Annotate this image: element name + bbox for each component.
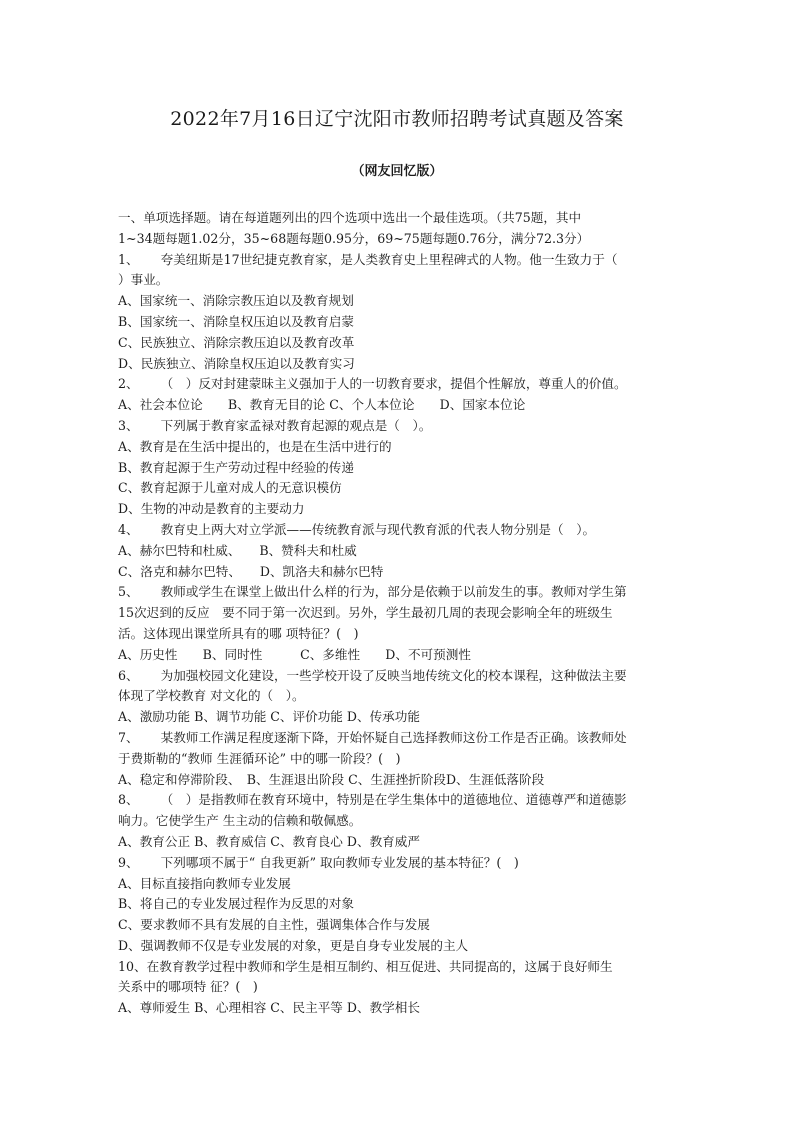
question-number: 7、 bbox=[118, 729, 139, 745]
question-stem-text: 为加强校园文化建设，一些学校开设了反映当地传统文化的校本课程，这种做法主要 bbox=[160, 667, 627, 683]
question-number: 10、 bbox=[118, 958, 147, 974]
question-stem-line bbox=[118, 811, 678, 832]
question-item bbox=[118, 374, 678, 416]
exam-body bbox=[118, 208, 678, 1019]
question-stem-line bbox=[118, 416, 678, 437]
question-number: 6、 bbox=[118, 667, 139, 683]
question-stem-text: 夸美纽斯是17世纪捷克教育家，是人类教育史上里程碑式的人物。他一生致力于（ bbox=[160, 251, 618, 267]
answer-option: C、要求教师不具有发展的自主性，强调集体合作与发展 bbox=[118, 917, 430, 933]
section-intro-line: 一、单项选择题。请在每道题列出的四个选项中选出一个最佳选项。（共75题，其中 bbox=[118, 210, 582, 225]
answer-option: A、教育是在生活中提出的，也是在生活中进行的 bbox=[118, 438, 392, 454]
answer-option: A、历史性 B、同时性 C、多维性 D、不可预测性 bbox=[118, 646, 471, 662]
question-item bbox=[118, 582, 678, 665]
question-stem-line bbox=[118, 728, 678, 749]
question-number: 8、 bbox=[118, 792, 139, 808]
answer-option: C、民族独立、消除宗教压迫以及教育改革 bbox=[118, 334, 355, 350]
question-number: 1、 bbox=[118, 251, 139, 267]
question-stem-text: （ ）反对封建蒙昧主义强加于人的一切教育要求，提倡个性解放，尊重人的价值。 bbox=[160, 376, 627, 392]
answer-option: A、社会本位论 B、教育无目的论 C、个人本位论 D、国家本位论 bbox=[118, 397, 526, 413]
question-stem-text: 下列属于教育家孟禄对教育起源的观点是（ ）。 bbox=[160, 417, 432, 433]
question-item bbox=[118, 520, 678, 582]
section-intro-line: 1~34题每题1.02分，35~68题每题0.95分，69~75题每题0.76分，满分72.3分） bbox=[118, 230, 590, 246]
question-stem-text: 响力。它使学生产 生主动的信赖和敬佩感。 bbox=[118, 813, 362, 829]
answer-option: D、强调教师不仅是专业发展的对象，更是自身专业发展的主人 bbox=[118, 937, 469, 953]
answer-option: B、国家统一、消除皇权压迫以及教育启蒙 bbox=[118, 313, 354, 329]
question-item bbox=[118, 790, 678, 852]
question-item bbox=[118, 853, 678, 957]
question-stem-line bbox=[118, 270, 678, 291]
question-number: 3、 bbox=[118, 417, 139, 433]
page-subtitle: （网友回忆版） bbox=[351, 164, 443, 179]
question-stem-text: 在教育教学过程中教师和学生是相互制约、相互促进、共同提高的，这属于良好师生 bbox=[146, 958, 613, 974]
question-stem-line bbox=[118, 957, 678, 978]
question-item bbox=[118, 666, 678, 728]
question-stem-text: 体现了学校教育 对文化的（ ）。 bbox=[118, 688, 305, 704]
answer-option: C、教育起源于儿童对成人的无意识模仿 bbox=[118, 480, 342, 496]
question-stem-text: 关系中的哪项特 征？( ) bbox=[118, 979, 258, 995]
question-stem-text: 下列哪项不属于“ 自我更新” 取向教师专业发展的基本特征？( ) bbox=[160, 854, 519, 870]
question-item bbox=[118, 957, 678, 1019]
question-item bbox=[118, 728, 678, 790]
question-stem-text: 15次迟到的反应 要不同于第一次迟到。另外，学生最初几周的表现会影响全年的班级生 bbox=[118, 605, 613, 621]
question-stem-line bbox=[118, 624, 678, 645]
answer-option: A、尊师爱生 B、心理相容 C、民主平等 D、教学相长 bbox=[118, 1000, 420, 1016]
question-stem-text: 活。这体现出课堂所具有的哪 项特征？( ) bbox=[118, 625, 359, 641]
answer-option: A、教育公正 B、教育威信 C、教育良心 D、教育威严 bbox=[118, 833, 420, 849]
question-list bbox=[118, 250, 678, 1019]
question-stem-text: ）事业。 bbox=[118, 272, 169, 288]
question-stem-text: 教师或学生在课堂上做出什么样的行为，部分是依赖于以前发生的事。教师对学生第 bbox=[160, 584, 627, 600]
question-stem-line bbox=[118, 603, 678, 624]
answer-option: C、洛克和赫尔巴特、 D、凯洛夫和赫尔巴特 bbox=[118, 563, 384, 579]
question-stem-line bbox=[118, 686, 678, 707]
question-number: 2、 bbox=[118, 376, 139, 392]
question-stem-line bbox=[118, 374, 678, 395]
answer-option: A、稳定和停滞阶段、 B、生涯退出阶段 C、生涯挫折阶段D、生涯低落阶段 bbox=[118, 771, 545, 787]
question-number: 9、 bbox=[118, 854, 139, 870]
question-stem-line bbox=[118, 582, 678, 603]
question-stem-text: 某教师工作满足程度逐渐下降，开始怀疑自己选择教师这份工作是否正确。该教师处 bbox=[160, 729, 627, 745]
answer-option: D、生物的冲动是教育的主要动力 bbox=[118, 501, 305, 517]
answer-option: B、教育起源于生产劳动过程中经验的传递 bbox=[118, 459, 354, 475]
question-stem-line bbox=[118, 250, 678, 271]
answer-option: A、激励功能 B、调节功能 C、评价功能 D、传承功能 bbox=[118, 709, 420, 725]
question-stem-text: （ ）是指教师在教育环境中，特别是在学生集体中的道德地位、道德尊严和道德影 bbox=[160, 792, 627, 808]
answer-option: D、民族独立、消除皇权压迫以及教育实习 bbox=[118, 355, 355, 371]
question-number: 4、 bbox=[118, 521, 139, 537]
question-number: 5、 bbox=[118, 584, 139, 600]
page-title: 2022年7月16日辽宁沈阳市教师招聘考试真题及答案 bbox=[170, 108, 624, 130]
question-stem-text: 教育史上两大对立学派——传统教育派与现代教育派的代表人物分别是（ ）。 bbox=[160, 521, 596, 537]
question-stem-line bbox=[118, 666, 678, 687]
question-stem-line bbox=[118, 853, 678, 874]
question-stem-line bbox=[118, 520, 678, 541]
answer-option: A、目标直接指向教师专业发展 bbox=[118, 875, 291, 891]
question-stem-text: 于费斯勒的“教师 生涯循环论” 中的哪一阶段？( ) bbox=[118, 750, 401, 766]
answer-option: B、将自己的专业发展过程作为反思的对象 bbox=[118, 896, 354, 912]
question-stem-line bbox=[118, 977, 678, 998]
question-item bbox=[118, 250, 678, 375]
question-stem-line bbox=[118, 749, 678, 770]
answer-option: A、国家统一、消除宗教压迫以及教育规划 bbox=[118, 293, 354, 309]
question-stem-line bbox=[118, 790, 678, 811]
answer-option: A、赫尔巴特和杜威、 B、赞科夫和杜威 bbox=[118, 542, 357, 558]
question-item bbox=[118, 416, 678, 520]
